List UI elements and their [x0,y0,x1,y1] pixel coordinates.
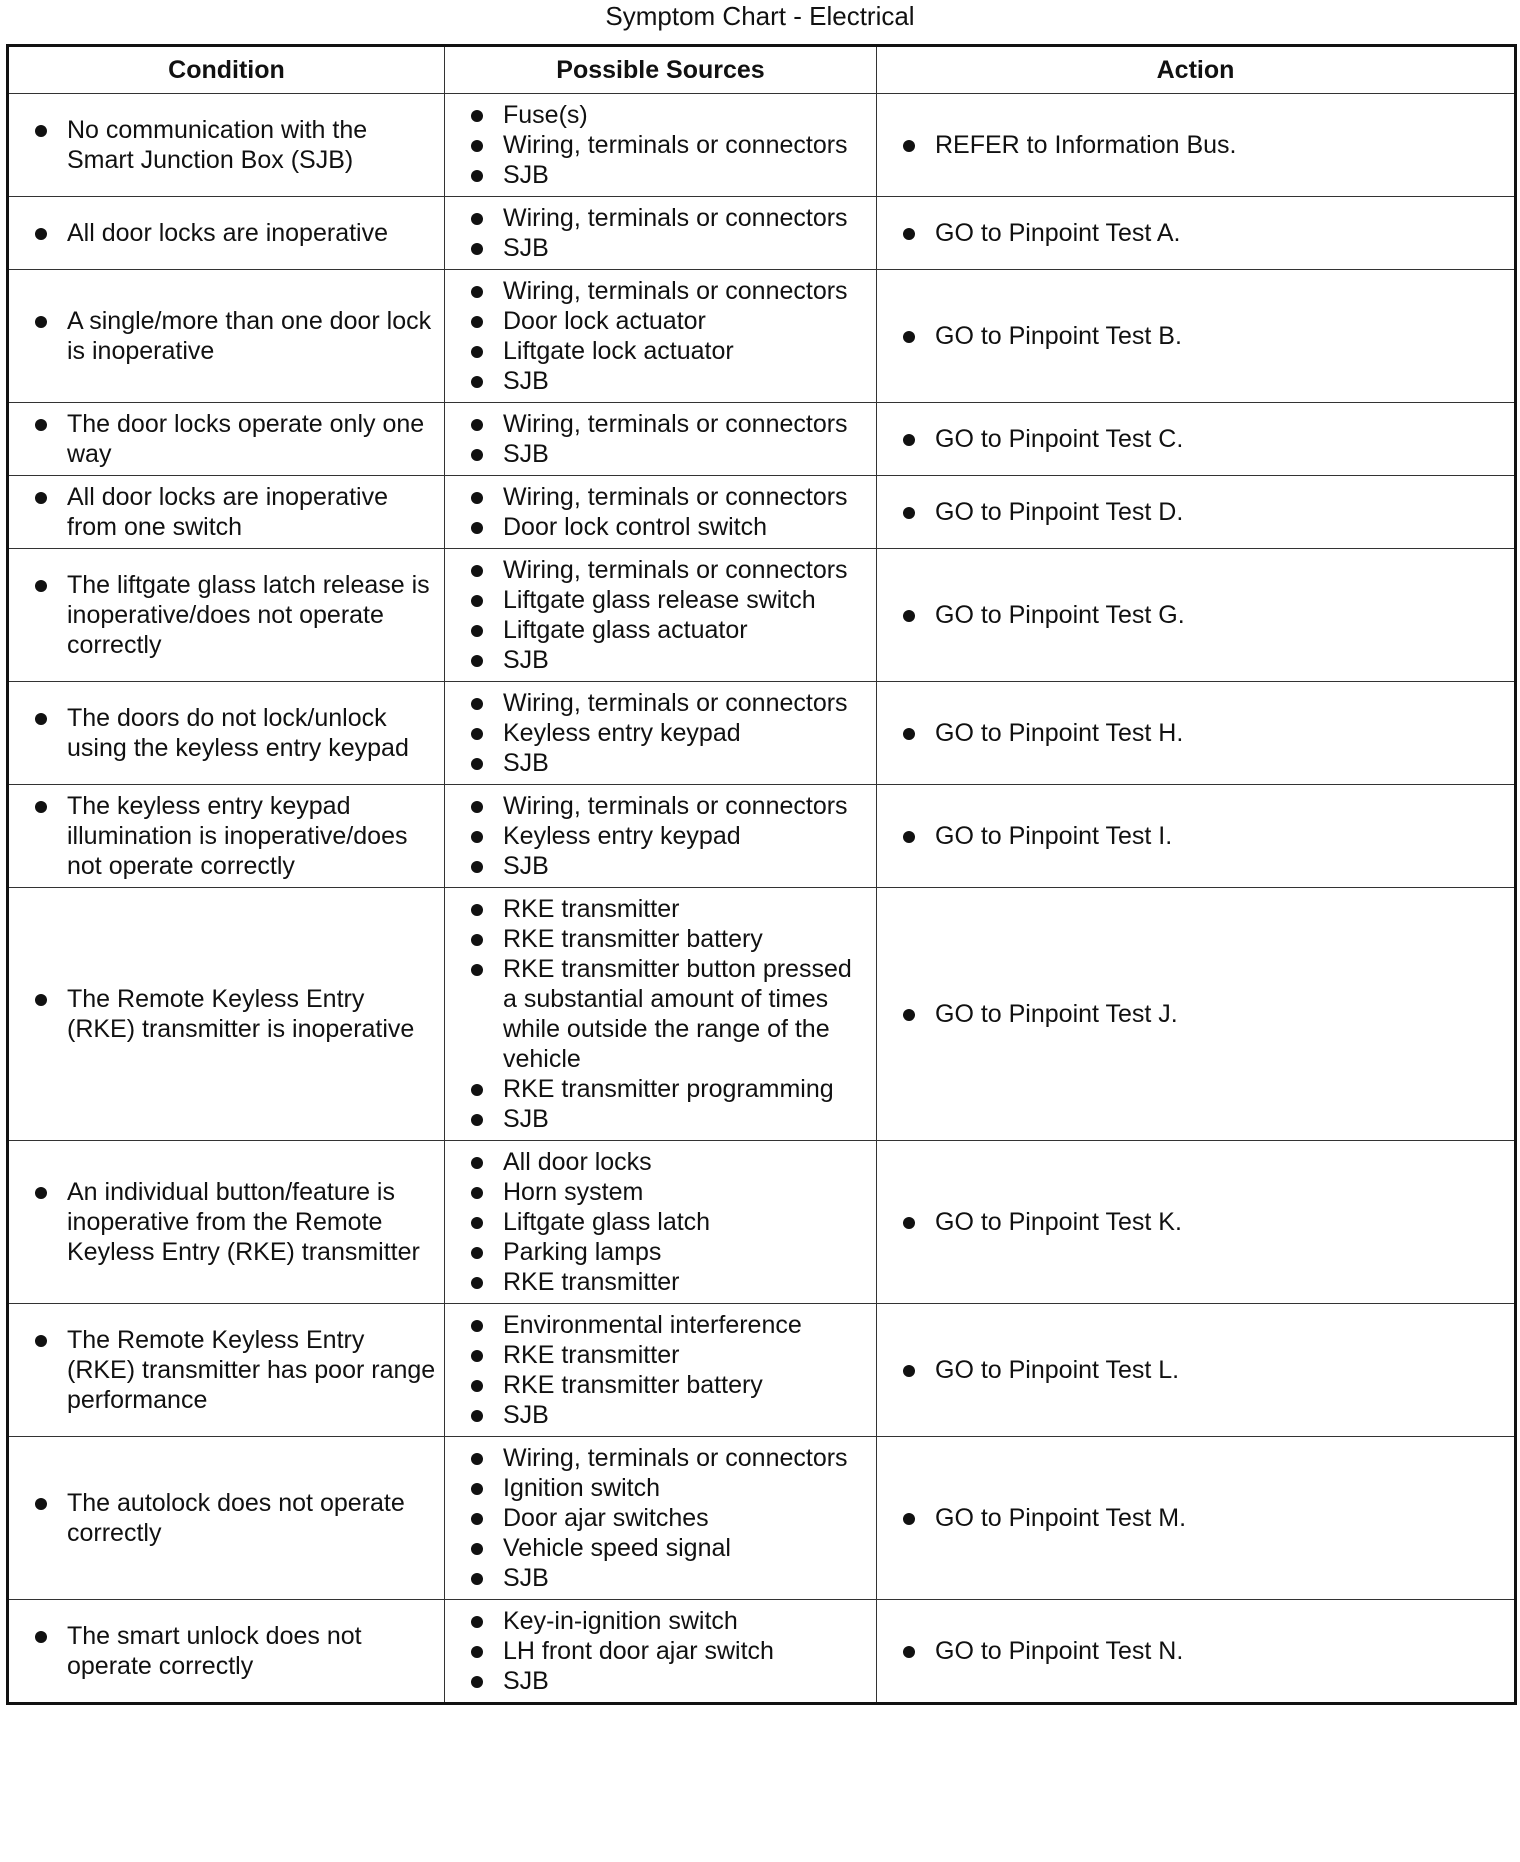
condition-cell [8,270,445,403]
table-row [8,1304,1516,1437]
action-text: GO to Pinpoint Test D. [935,497,1508,527]
source-item: Wiring, terminals or connectors [503,555,870,585]
condition-cell [8,888,445,1141]
condition-text: An individual button/feature is inoperative from the Remote Keyless Entry (RKE) transmitter [67,1177,438,1267]
possible-sources-cell [445,1141,877,1304]
condition-header: Condition [8,46,445,94]
possible-sources-cell [445,1600,877,1704]
action-list [935,1636,1508,1666]
possible-sources-list [503,894,870,1134]
action-cell [877,403,1516,476]
source-item: RKE transmitter [503,894,870,924]
possible-sources-list [503,688,870,778]
possible-sources-list [503,555,870,675]
possible-sources-cell [445,1304,877,1437]
source-item: SJB [503,851,870,881]
source-item: SJB [503,1563,870,1593]
condition-text: The liftgate glass latch release is inoperative/does not operate correctly [67,570,438,660]
action-text: GO to Pinpoint Test L. [935,1355,1508,1385]
table-row [8,1141,1516,1304]
condition-list [67,570,438,660]
action-list [935,130,1508,160]
table-row [8,549,1516,682]
condition-list [67,306,438,366]
action-text: GO to Pinpoint Test M. [935,1503,1508,1533]
source-item: Keyless entry keypad [503,821,870,851]
action-cell [877,549,1516,682]
action-list [935,321,1508,351]
condition-text: The keyless entry keypad illumination is inoperative/does not operate correctly [67,791,438,881]
source-item: Environmental interference [503,1310,870,1340]
table-row [8,888,1516,1141]
condition-list [67,791,438,881]
source-item: Keyless entry keypad [503,718,870,748]
source-item: Ignition switch [503,1473,870,1503]
possible-sources-list [503,482,870,542]
possible-sources-list [503,1310,870,1430]
possible-sources-cell [445,403,877,476]
source-item: RKE transmitter programming [503,1074,870,1104]
action-list [935,497,1508,527]
source-item: Horn system [503,1177,870,1207]
table-row [8,1600,1516,1704]
table-row [8,1437,1516,1600]
action-cell [877,1437,1516,1600]
possible-sources-header: Possible Sources [445,46,877,94]
table-header [8,46,1516,94]
source-item: Wiring, terminals or connectors [503,203,870,233]
action-text: GO to Pinpoint Test N. [935,1636,1508,1666]
source-item: SJB [503,748,870,778]
source-item: Wiring, terminals or connectors [503,1443,870,1473]
possible-sources-list [503,1147,870,1297]
source-item: Liftgate lock actuator [503,336,870,366]
source-item: Wiring, terminals or connectors [503,791,870,821]
condition-list [67,115,438,175]
action-text: GO to Pinpoint Test H. [935,718,1508,748]
condition-cell [8,785,445,888]
condition-list [67,218,438,248]
possible-sources-list [503,1443,870,1593]
condition-cell [8,94,445,197]
table-row [8,270,1516,403]
condition-cell [8,197,445,270]
condition-text: The doors do not lock/unlock using the keyless entry keypad [67,703,438,763]
action-list [935,1503,1508,1533]
condition-text: The door locks operate only one way [67,409,438,469]
table-row [8,682,1516,785]
condition-cell [8,1437,445,1600]
condition-cell [8,476,445,549]
action-cell [877,1600,1516,1704]
source-item: Door lock actuator [503,306,870,336]
possible-sources-cell [445,682,877,785]
action-cell [877,785,1516,888]
possible-sources-cell [445,476,877,549]
condition-text: The smart unlock does not operate correctly [67,1621,438,1681]
condition-text: The Remote Keyless Entry (RKE) transmitter has poor range performance [67,1325,438,1415]
possible-sources-cell [445,270,877,403]
table-row [8,476,1516,549]
symptom-table [6,44,1517,1705]
action-text: GO to Pinpoint Test C. [935,424,1508,454]
possible-sources-list [503,791,870,881]
action-cell [877,197,1516,270]
action-text: GO to Pinpoint Test K. [935,1207,1508,1237]
condition-text: The Remote Keyless Entry (RKE) transmitter is inoperative [67,984,438,1044]
action-cell [877,270,1516,403]
source-item: Wiring, terminals or connectors [503,409,870,439]
source-item: RKE transmitter [503,1267,870,1297]
condition-list [67,703,438,763]
source-item: Liftgate glass release switch [503,585,870,615]
action-list [935,218,1508,248]
possible-sources-list [503,100,870,190]
source-item: Liftgate glass actuator [503,615,870,645]
table-row [8,94,1516,197]
action-cell [877,94,1516,197]
action-list [935,718,1508,748]
source-item: All door locks [503,1147,870,1177]
source-item: SJB [503,160,870,190]
condition-list [67,409,438,469]
action-cell [877,476,1516,549]
source-item: Wiring, terminals or connectors [503,130,870,160]
source-item: Vehicle speed signal [503,1533,870,1563]
source-item: Door ajar switches [503,1503,870,1533]
condition-cell [8,549,445,682]
condition-cell [8,403,445,476]
source-item: Wiring, terminals or connectors [503,482,870,512]
action-list [935,1207,1508,1237]
condition-text: No communication with the Smart Junction Box (SJB) [67,115,438,175]
source-item: RKE transmitter [503,1340,870,1370]
action-list [935,600,1508,630]
action-text: REFER to Information Bus. [935,130,1508,160]
action-list [935,424,1508,454]
chart-title: Symptom Chart - Electrical [605,1,915,31]
condition-cell [8,1141,445,1304]
possible-sources-cell [445,888,877,1141]
action-header: Action [877,46,1516,94]
action-text: GO to Pinpoint Test G. [935,600,1508,630]
possible-sources-cell [445,549,877,682]
action-cell [877,888,1516,1141]
action-text: GO to Pinpoint Test J. [935,999,1508,1029]
table-row [8,403,1516,476]
table-row [8,785,1516,888]
possible-sources-cell [445,785,877,888]
action-cell [877,682,1516,785]
condition-list [67,1488,438,1548]
source-item: SJB [503,645,870,675]
source-item: SJB [503,366,870,396]
source-item: SJB [503,439,870,469]
action-list [935,999,1508,1029]
source-item: Liftgate glass latch [503,1207,870,1237]
table-row [8,197,1516,270]
action-text: GO to Pinpoint Test I. [935,821,1508,851]
source-item: Wiring, terminals or connectors [503,688,870,718]
possible-sources-cell [445,94,877,197]
action-text: GO to Pinpoint Test B. [935,321,1508,351]
source-item: RKE transmitter button pressed a substantial amount of times while outside the range of the vehicle [503,954,870,1074]
condition-list [67,482,438,542]
possible-sources-list [503,1606,870,1696]
source-item: Door lock control switch [503,512,870,542]
condition-cell [8,1600,445,1704]
possible-sources-list [503,276,870,396]
source-item: RKE transmitter battery [503,1370,870,1400]
possible-sources-cell [445,1437,877,1600]
source-item: LH front door ajar switch [503,1636,870,1666]
condition-text: All door locks are inoperative [67,218,438,248]
possible-sources-cell [445,197,877,270]
action-text: GO to Pinpoint Test A. [935,218,1508,248]
action-list [935,821,1508,851]
source-item: Fuse(s) [503,100,870,130]
condition-cell [8,1304,445,1437]
source-item: Key-in-ignition switch [503,1606,870,1636]
source-item: SJB [503,1104,870,1134]
condition-text: All door locks are inoperative from one switch [67,482,438,542]
source-item: SJB [503,1666,870,1696]
condition-cell [8,682,445,785]
condition-text: A single/more than one door lock is inoperative [67,306,438,366]
action-cell [877,1304,1516,1437]
condition-list [67,984,438,1044]
possible-sources-list [503,203,870,263]
header-row [8,46,1516,94]
source-item: SJB [503,1400,870,1430]
action-cell [877,1141,1516,1304]
source-item: SJB [503,233,870,263]
source-item: Parking lamps [503,1237,870,1267]
source-item: Wiring, terminals or connectors [503,276,870,306]
source-item: RKE transmitter battery [503,924,870,954]
condition-list [67,1621,438,1681]
condition-list [67,1177,438,1267]
table-body [8,94,1516,1704]
possible-sources-list [503,409,870,469]
condition-list [67,1325,438,1415]
action-list [935,1355,1508,1385]
condition-text: The autolock does not operate correctly [67,1488,438,1548]
